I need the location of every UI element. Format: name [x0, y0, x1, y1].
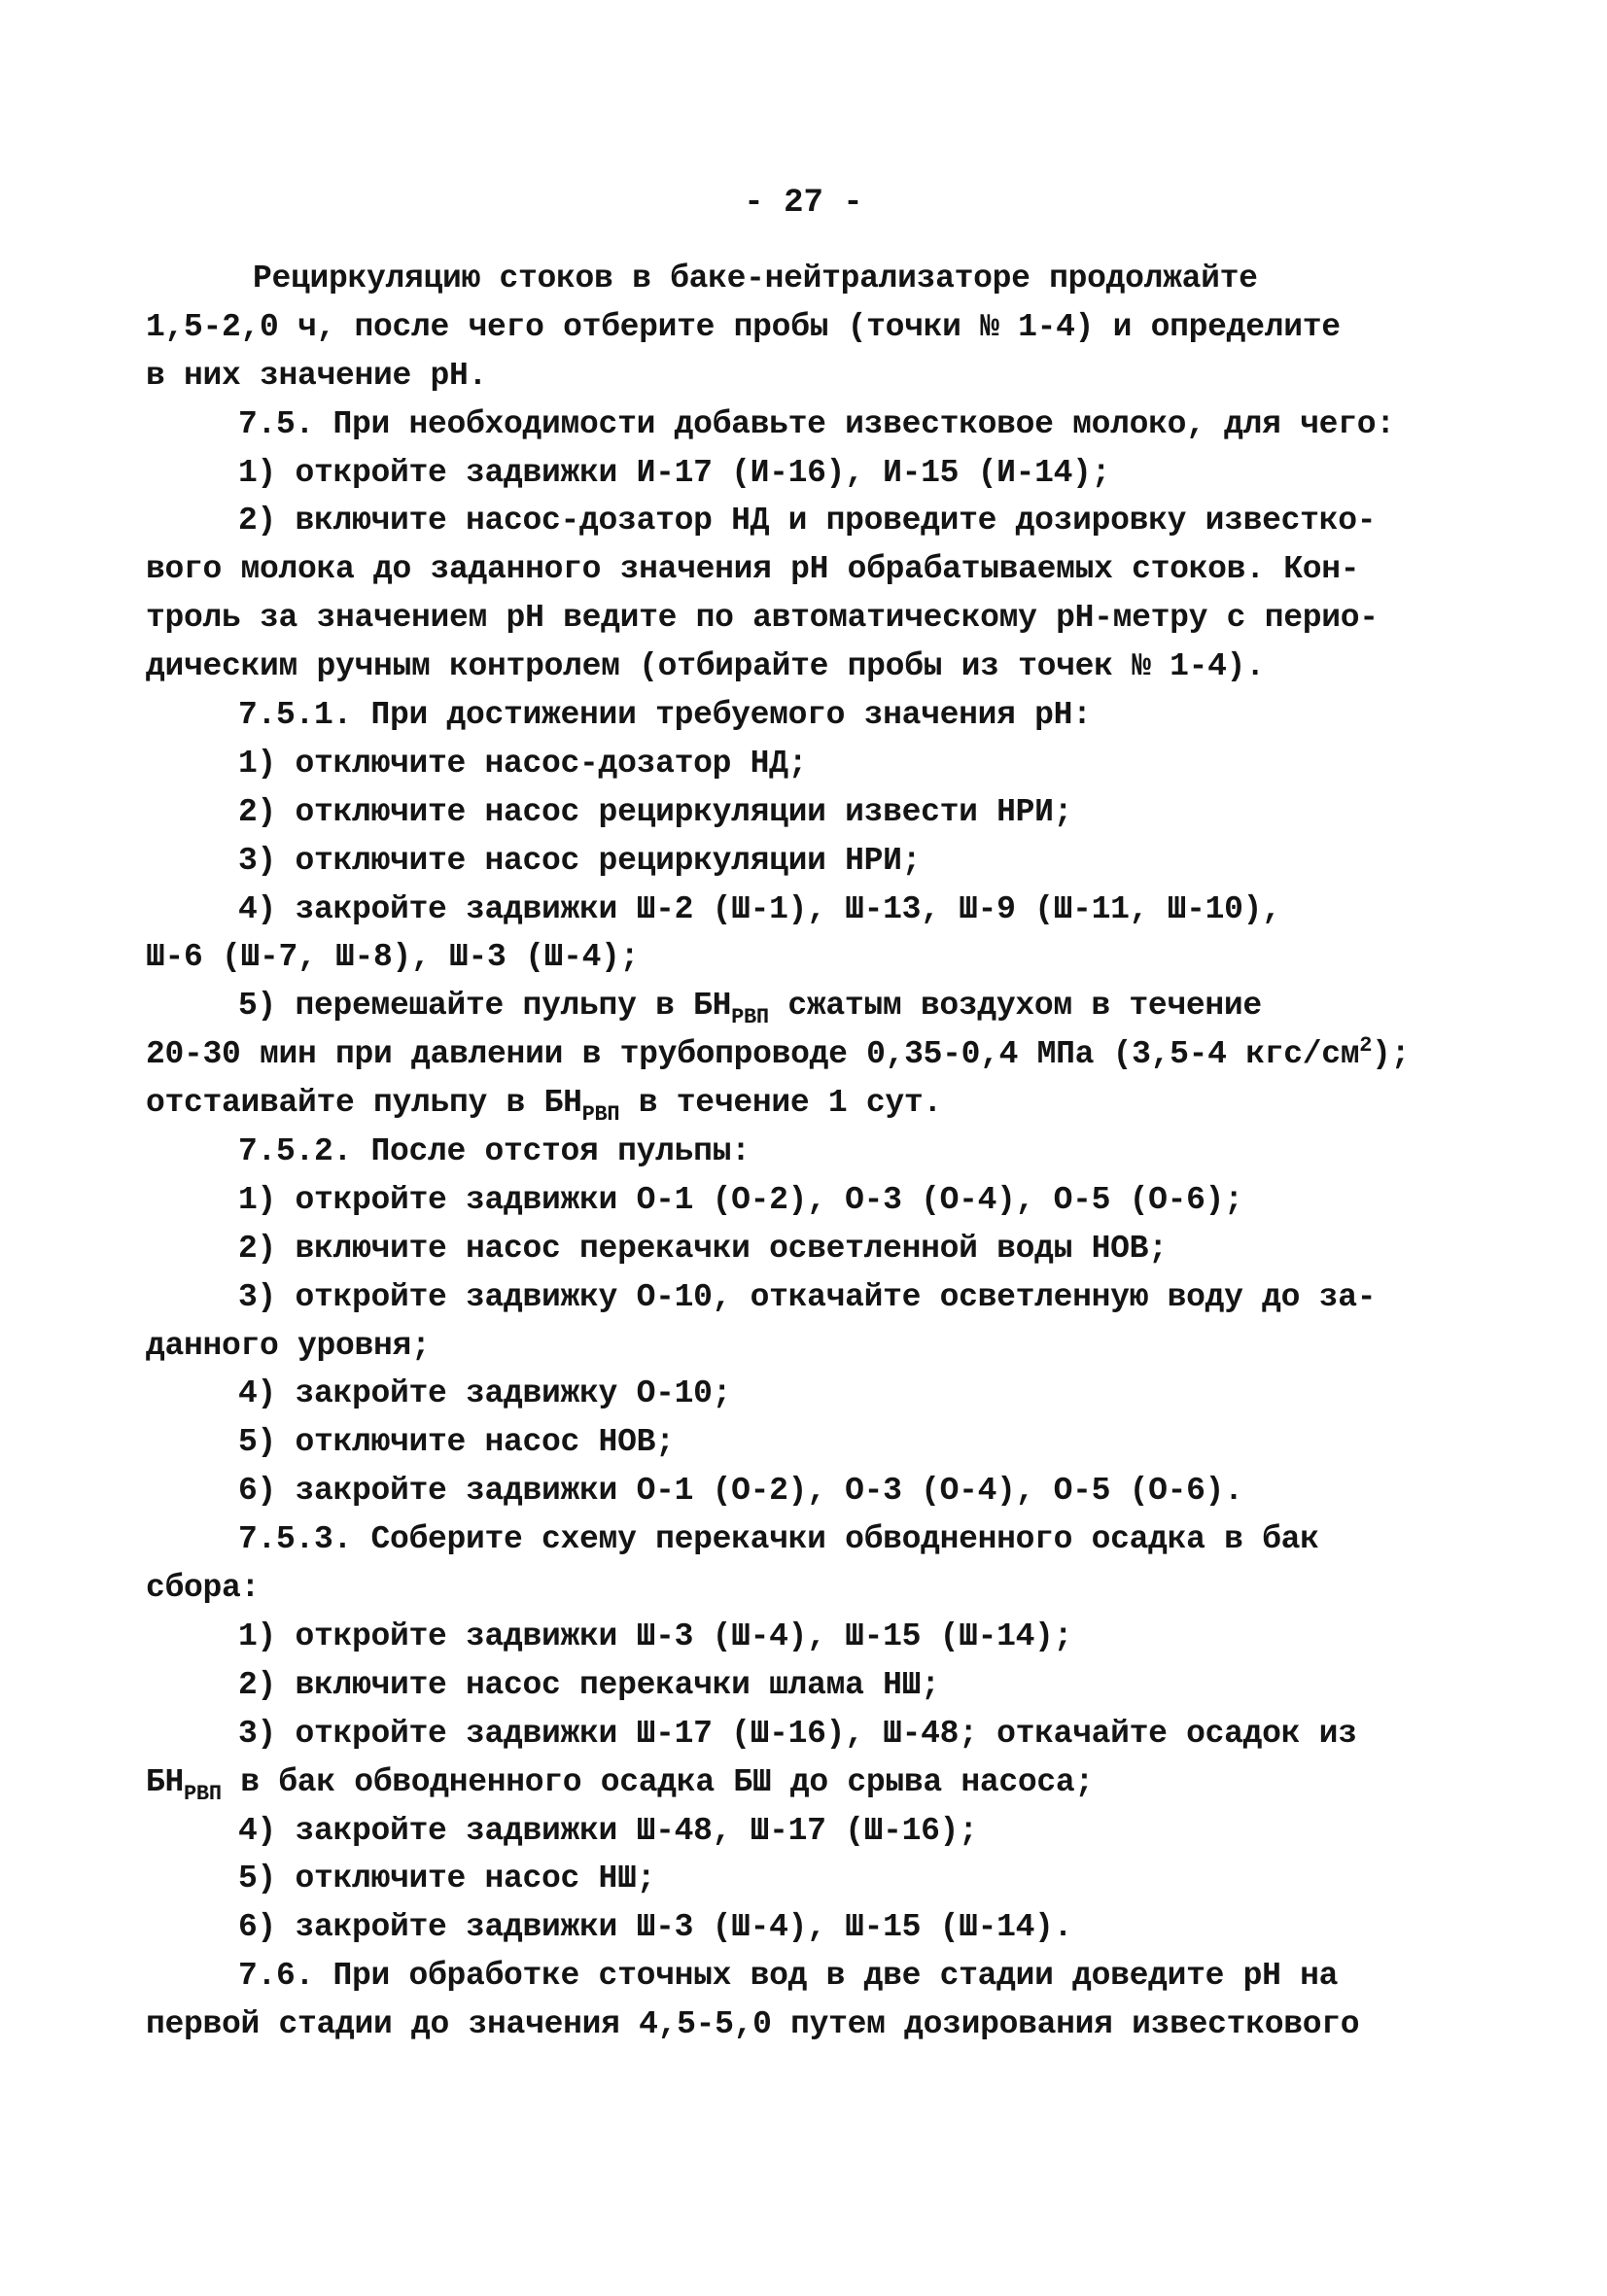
line-text: в них значение рН. [146, 357, 488, 394]
line-text: 3) откройте задвижки Ш-17 (Ш-16), Ш-48; откачайте осадок из [238, 1715, 1357, 1752]
text-line [146, 982, 1468, 1030]
text-line [146, 1855, 1468, 1903]
text-line [146, 788, 1468, 837]
line-text: данного уровня; [146, 1327, 431, 1364]
line-text: 5) перемешайте пульпу в БН [238, 988, 732, 1025]
text-line [146, 691, 1468, 740]
line-text: 6) закройте задвижки Ш-3 (Ш-4), Ш-15 (Ш-14). [238, 1909, 1073, 1946]
text-line [146, 740, 1468, 788]
text-line [146, 2000, 1468, 2049]
line-text: 6) закройте задвижки О-1 (О-2), О-3 (О-4), О-5 (О-6). [238, 1473, 1243, 1510]
text-line [146, 400, 1468, 449]
line-text: Ш-6 (Ш-7, Ш-8), Ш-3 (Ш-4); [146, 939, 640, 976]
line-text: дическим ручным контролем (отбирайте пробы из точек № 1-4). [146, 648, 1265, 685]
text-line [146, 1418, 1468, 1467]
text-line [146, 1322, 1468, 1371]
line-text: 1) откройте задвижки Ш-3 (Ш-4), Ш-15 (Ш-14); [238, 1618, 1073, 1654]
subscript: РВП [731, 1005, 769, 1030]
line-text: 4) закройте задвижку О-10; [238, 1375, 732, 1412]
text-line [146, 545, 1468, 594]
line-text-continued: сжатым воздухом в течение [768, 988, 1262, 1025]
text-line [146, 1225, 1468, 1273]
line-text-continued: в бак обводненного осадка БШ до срыва насоса; [221, 1763, 1094, 1800]
text-line [146, 1176, 1468, 1225]
line-text: 1) откройте задвижки И-17 (И-16), И-15 (И-14); [238, 454, 1111, 491]
text-line [146, 255, 1468, 303]
text-line [146, 1710, 1468, 1758]
line-text: вого молока до заданного значения рН обрабатываемых стоков. Кон- [146, 551, 1360, 588]
text-line [146, 1758, 1468, 1807]
text-line [146, 1903, 1468, 1952]
line-text: сбора: [146, 1570, 261, 1607]
line-text: 1,5-2,0 ч, после чего отберите пробы (точки № 1-4) и определите [146, 308, 1341, 345]
line-text: 5) отключите насос НОВ; [238, 1424, 675, 1461]
line-text: Рециркуляцию стоков в баке-нейтрализаторе продолжайте [253, 261, 1258, 296]
line-text-continued: в течение 1 сут. [619, 1085, 942, 1122]
line-text: 4) закройте задвижки Ш-2 (Ш-1), Ш-13, Ш-9 (Ш-11, Ш-10), [238, 890, 1281, 927]
text-line [146, 1370, 1468, 1418]
text-line [146, 643, 1468, 691]
text-line [146, 303, 1468, 352]
line-text: 7.5.3. Соберите схему перекачки обводненного осадка в бак [238, 1521, 1319, 1558]
text-line [146, 497, 1468, 545]
line-text: 2) включите насос перекачки шлама НШ; [238, 1666, 940, 1703]
body-text [146, 255, 1468, 2049]
text-line [146, 1273, 1468, 1322]
text-line [146, 1613, 1468, 1661]
subscript: РВП [184, 1781, 222, 1806]
text-line [146, 1661, 1468, 1710]
text-line [146, 1467, 1468, 1515]
text-line [146, 352, 1468, 400]
text-line [146, 837, 1468, 886]
line-text: 20-30 мин при давлении в трубопроводе 0,35-0,4 МПа (3,5-4 кгс/см [146, 1036, 1360, 1073]
text-line [146, 933, 1468, 982]
line-text: 3) отключите насос рециркуляции НРИ; [238, 842, 922, 879]
superscript: 2 [1359, 1033, 1373, 1059]
line-text: 7.5.1. При достижении требуемого значения рН: [238, 697, 1092, 734]
line-text: 7.6. При обработке сточных вод в две стадии доведите рН на [238, 1958, 1339, 1995]
line-text: первой стадии до значения 4,5-5,0 путем дозирования известкового [146, 2006, 1360, 2043]
line-text: 5) отключите насос НШ; [238, 1861, 656, 1897]
line-text: троль за значением рН ведите по автоматическому рН-метру с перио- [146, 600, 1379, 637]
line-text: 2) отключите насос рециркуляции извести НРИ; [238, 793, 1073, 830]
line-text: БН [146, 1763, 185, 1800]
line-text: 3) откройте задвижку О-10, откачайте осветленную воду до за- [238, 1278, 1377, 1315]
text-line [146, 449, 1468, 498]
text-line [146, 1128, 1468, 1176]
text-line [146, 1807, 1468, 1856]
text-line [146, 1564, 1468, 1613]
subscript: РВП [581, 1102, 620, 1128]
line-text: 2) включите насос перекачки осветленной воды НОВ; [238, 1230, 1168, 1267]
line-text: 2) включите насос-дозатор НД и проведите дозировку известко- [238, 503, 1377, 539]
line-text: отстаивайте пульпу в БН [146, 1085, 582, 1122]
line-text: 7.5. При необходимости добавьте известковое молоко, для чего: [238, 405, 1395, 442]
line-text: 1) откройте задвижки О-1 (О-2), О-3 (О-4), О-5 (О-6); [238, 1181, 1243, 1218]
line-text: 7.5.2. После отстоя пульпы: [238, 1133, 751, 1170]
line-text: 1) отключите насос-дозатор НД; [238, 745, 808, 782]
text-line [146, 1079, 1468, 1128]
page-number: - 27 - [744, 185, 863, 222]
text-line [146, 1952, 1468, 2000]
text-line [146, 1030, 1468, 1079]
text-line [146, 594, 1468, 643]
line-text-continued: ); [1372, 1036, 1411, 1073]
text-line [146, 1515, 1468, 1564]
line-text: 4) закройте задвижки Ш-48, Ш-17 (Ш-16); [238, 1812, 978, 1849]
text-line [146, 886, 1468, 934]
